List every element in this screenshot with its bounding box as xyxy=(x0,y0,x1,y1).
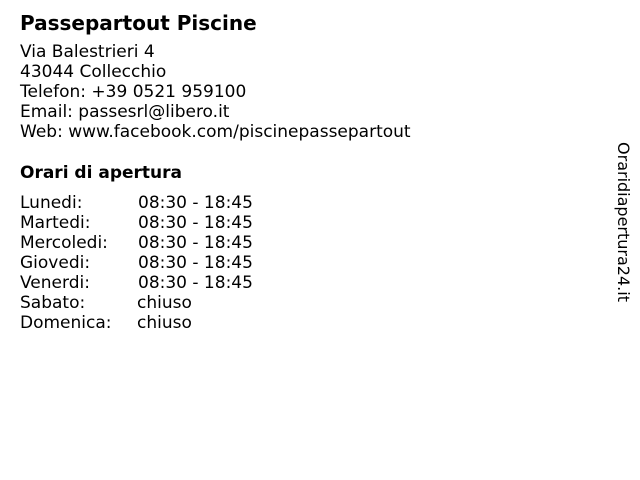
address-street: Via Balestrieri 4 xyxy=(20,42,155,62)
watermark-container xyxy=(612,136,634,308)
phone-line: Telefon: +39 0521 959100 xyxy=(20,82,247,102)
time-value: 08:30 - 18:45 xyxy=(138,193,253,213)
day-label: Mercoledi: xyxy=(20,233,108,253)
time-value: 08:30 - 18:45 xyxy=(138,253,253,273)
hours-row-friday xyxy=(20,273,600,293)
email-line: Email: passesrl@libero.it xyxy=(20,102,230,122)
watermark-text: Oraridiapertura24.it xyxy=(614,142,634,302)
day-label: Giovedi: xyxy=(20,253,91,273)
hours-row-wednesday xyxy=(20,233,600,253)
hours-row-saturday xyxy=(20,293,600,313)
day-label: Domenica: xyxy=(20,313,112,333)
time-value: 08:30 - 18:45 xyxy=(138,273,253,293)
hours-row-tuesday xyxy=(20,213,600,233)
day-label: Lunedi: xyxy=(20,193,83,213)
day-label: Sabato: xyxy=(20,293,86,313)
time-value: chiuso xyxy=(137,293,192,313)
hours-row-monday xyxy=(20,193,600,213)
day-label: Martedi: xyxy=(20,213,91,233)
time-value: 08:30 - 18:45 xyxy=(138,233,253,253)
business-card xyxy=(20,10,600,333)
opening-hours-title: Orari di apertura xyxy=(20,163,182,183)
address-city: 43044 Collecchio xyxy=(20,62,167,82)
hours-row-sunday xyxy=(20,313,600,333)
web-line: Web: www.facebook.com/piscinepassepartout xyxy=(20,122,411,142)
time-value: 08:30 - 18:45 xyxy=(138,213,253,233)
day-label: Venerdi: xyxy=(20,273,90,293)
opening-hours-list xyxy=(20,193,600,333)
time-value: chiuso xyxy=(137,313,192,333)
business-name: Passepartout Piscine xyxy=(20,11,257,35)
hours-row-thursday xyxy=(20,253,600,273)
